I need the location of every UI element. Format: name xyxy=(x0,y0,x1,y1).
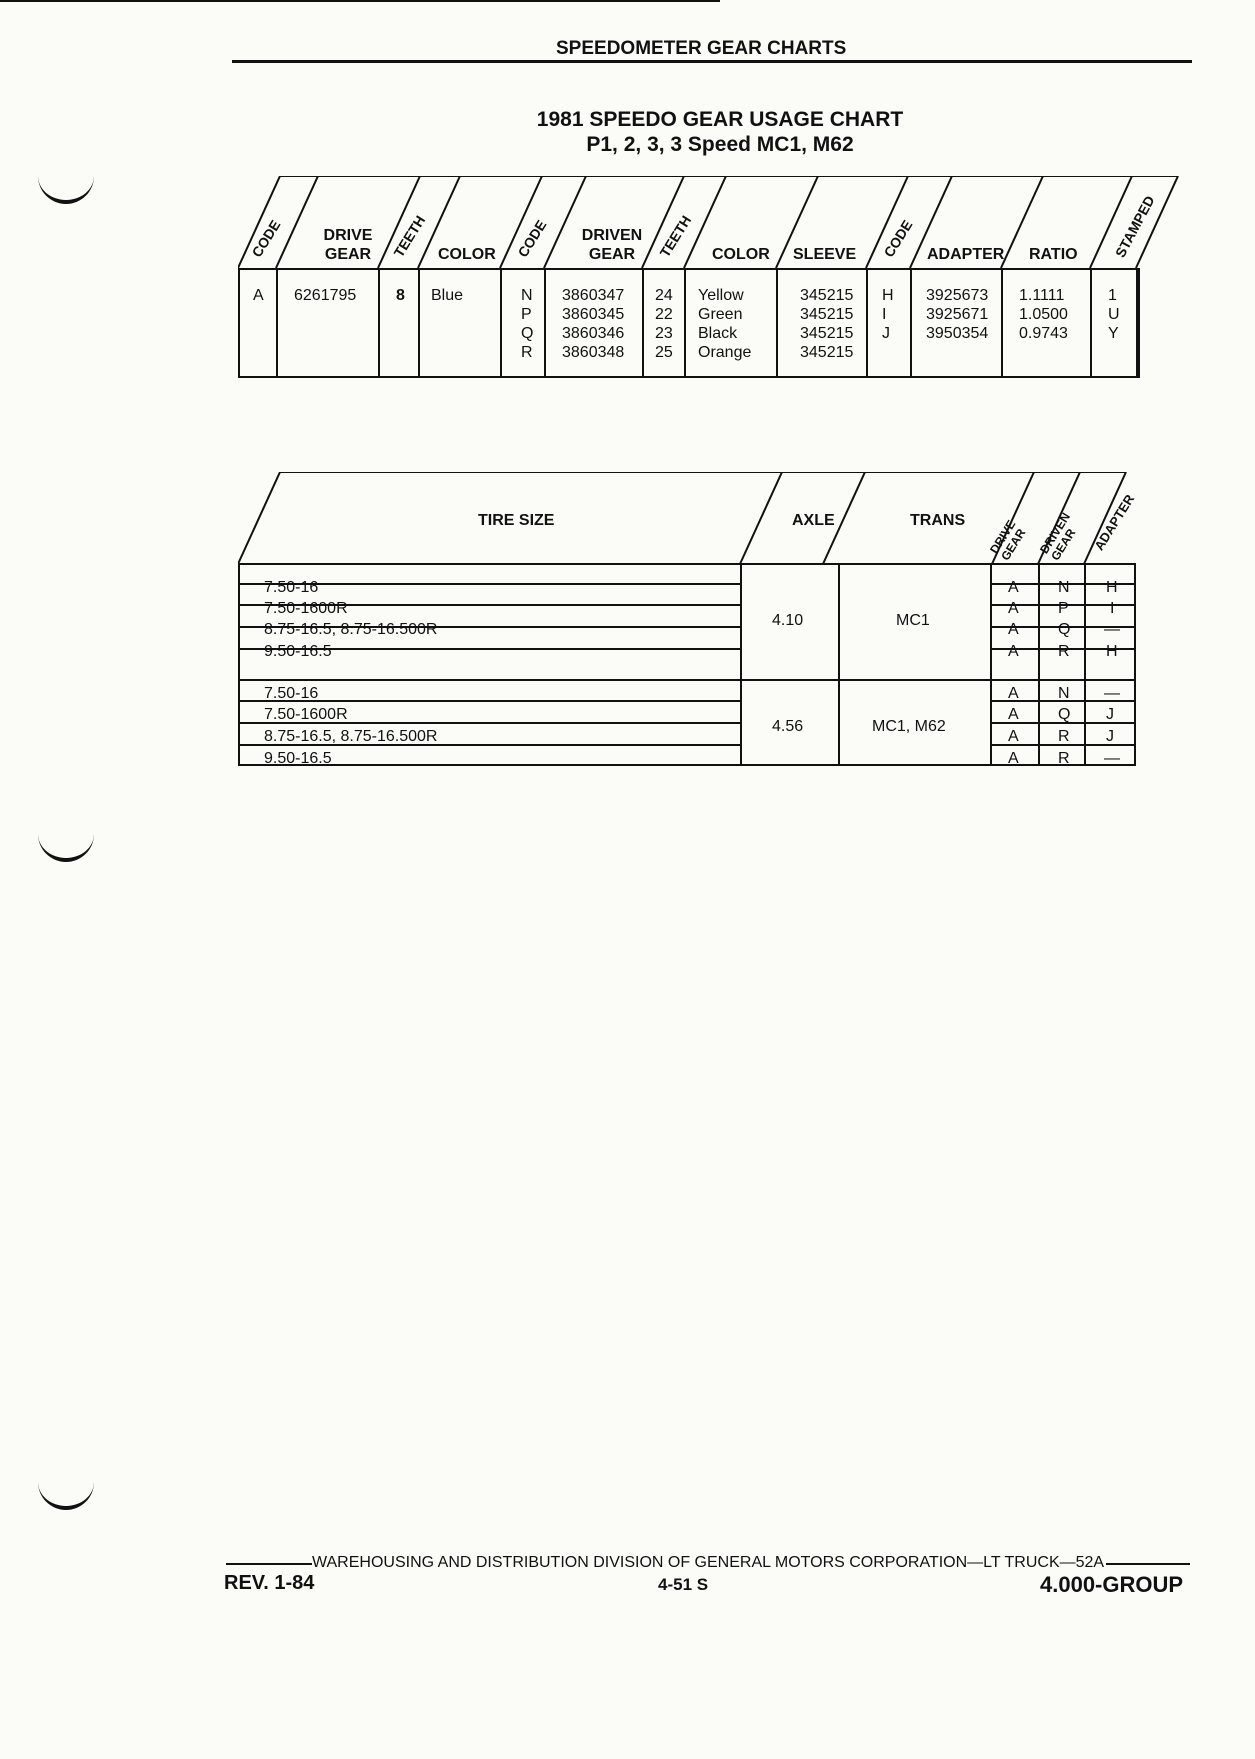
usage-driven-cell: R xyxy=(1058,750,1070,767)
usage-drive-cell: A xyxy=(1008,621,1019,638)
usage-drive-cell: A xyxy=(1008,750,1019,767)
drive-teeth-cell: 8 xyxy=(396,287,405,304)
usage-drive-cell: A xyxy=(1008,579,1019,596)
usage-adapter-cell: — xyxy=(1104,750,1120,767)
page-header-title: SPEEDOMETER GEAR CHARTS xyxy=(556,38,847,59)
usage-axle-cell: 4.56 xyxy=(772,718,804,735)
usage-tire-cell: 8.75-16.5, 8.75-16.500R xyxy=(264,728,438,745)
usage-driven-cell: N xyxy=(1058,579,1070,596)
driven-teeth-cells: 24 22 23 25 xyxy=(655,287,673,361)
gear-header-stamped: STAMPED xyxy=(1111,192,1158,260)
gear-header-teeth2: TEETH xyxy=(656,212,695,260)
driven-code-cells: N P Q R xyxy=(521,287,534,361)
usage-adapter-cell: — xyxy=(1104,621,1120,638)
chart-title-line1: 1981 SPEEDO GEAR USAGE CHART xyxy=(536,108,904,131)
stamped-cells: 1 U Y xyxy=(1108,287,1120,342)
usage-tire-cell: 7.50-1600R xyxy=(264,600,348,617)
gear-header-code1: CODE xyxy=(248,217,284,260)
gear-header-color1: COLOR xyxy=(438,246,496,263)
usage-adapter-cell: H xyxy=(1106,643,1118,660)
usage-header-adapter: ADAPTER xyxy=(1091,491,1138,553)
sleeve-cells: 345215 345215 345215 345215 xyxy=(800,287,854,361)
gear-table-body xyxy=(238,268,1140,378)
usage-driven-cell: P xyxy=(1058,600,1069,617)
driven-gear-cells: 3860347 3860345 3860346 3860348 xyxy=(562,287,625,361)
usage-adapter-cell: J xyxy=(1106,706,1114,723)
gear-header-color2: COLOR xyxy=(712,246,770,263)
usage-trans-cell: MC1 xyxy=(896,612,930,629)
footer-revision: REV. 1-84 xyxy=(224,1572,315,1594)
usage-adapter-cell: — xyxy=(1104,685,1120,702)
header-rule xyxy=(232,60,1192,63)
usage-tire-cell: 8.75-16.5, 8.75-16.500R xyxy=(264,621,438,638)
gear-header-code3: CODE xyxy=(880,217,916,260)
binder-hole-mark xyxy=(38,830,94,862)
usage-drive-cell: A xyxy=(1008,706,1019,723)
chart-title-line2: P1, 2, 3, 3 Speed MC1, M62 xyxy=(586,133,854,156)
footer-division-line: WAREHOUSING AND DISTRIBUTION DIVISION OF GENERAL MOTORS CORPORATION—LT TRUCK—52A xyxy=(312,1554,1105,1571)
footer-rule-right xyxy=(1106,1563,1190,1565)
usage-adapter-cell: I xyxy=(1110,600,1115,617)
usage-header-drive-gear: DRIVE GEAR xyxy=(987,517,1029,563)
drive-gear-cell: 6261795 xyxy=(294,287,357,304)
usage-header-driven-gear: DRIVEN GEAR xyxy=(1037,510,1079,563)
usage-driven-cell: Q xyxy=(1058,706,1071,723)
usage-driven-cell: N xyxy=(1058,685,1070,702)
gear-header-code2: CODE xyxy=(514,217,550,260)
usage-drive-cell: A xyxy=(1008,728,1019,745)
ratio-cells: 1.1111 1.0500 0.9743 xyxy=(1019,287,1068,342)
usage-header-trans: TRANS xyxy=(910,512,966,529)
top-edge-line xyxy=(0,0,720,2)
usage-driven-cell: Q xyxy=(1058,621,1071,638)
drive-code-cell: A xyxy=(253,287,264,304)
usage-header-tire-size: TIRE SIZE xyxy=(478,512,555,529)
gear-header-teeth1: TEETH xyxy=(390,212,429,260)
usage-tire-cell: 9.50-16.5 xyxy=(264,750,332,767)
drive-color-cell: Blue xyxy=(431,287,464,304)
binder-hole-mark xyxy=(38,1478,94,1510)
usage-drive-cell: A xyxy=(1008,685,1019,702)
usage-tire-cell: 9.50-16.5 xyxy=(264,643,332,660)
usage-axle-cell: 4.10 xyxy=(772,612,804,629)
gear-header-drive-gear: DRIVE GEAR xyxy=(323,227,373,263)
usage-tire-cell: 7.50-16 xyxy=(264,685,319,702)
adapter-cells: 3925673 3925671 3950354 xyxy=(926,287,989,342)
gear-header-ratio: RATIO xyxy=(1029,246,1078,263)
footer-rule-left xyxy=(226,1563,312,1565)
footer-group: 4.000-GROUP xyxy=(1040,1572,1184,1597)
gear-header-adapter: ADAPTER xyxy=(927,246,1005,263)
usage-drive-cell: A xyxy=(1008,643,1019,660)
usage-header-axle: AXLE xyxy=(792,512,835,529)
usage-trans-cell: MC1, M62 xyxy=(872,718,946,735)
usage-driven-cell: R xyxy=(1058,728,1070,745)
gear-header-sleeve: SLEEVE xyxy=(793,246,857,263)
usage-adapter-cell: J xyxy=(1106,728,1114,745)
usage-tire-cell: 7.50-16 xyxy=(264,579,319,596)
usage-tire-cell: 7.50-1600R xyxy=(264,706,348,723)
footer-page-number: 4-51 S xyxy=(658,1575,709,1594)
usage-drive-cell: A xyxy=(1008,600,1019,617)
usage-adapter-cell: H xyxy=(1106,579,1118,596)
driven-color-cells: Yellow Green Black Orange xyxy=(698,287,752,361)
usage-driven-cell: R xyxy=(1058,643,1070,660)
adapter-code-cells: H I J xyxy=(882,287,894,342)
gear-header-driven-gear: DRIVEN GEAR xyxy=(581,227,643,263)
binder-hole-mark xyxy=(38,172,94,204)
chart-title xyxy=(0,107,1255,157)
